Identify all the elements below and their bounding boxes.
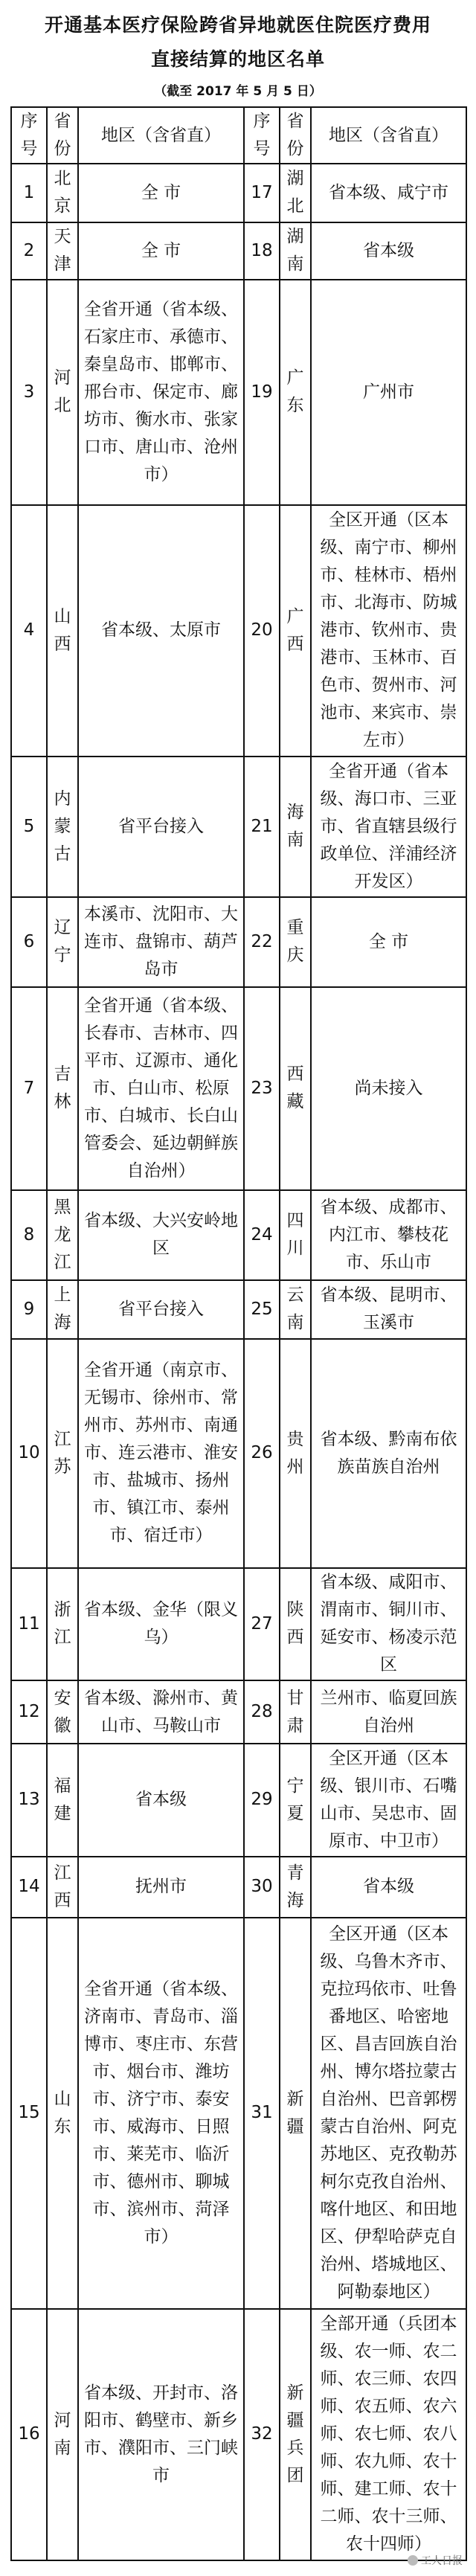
region-list: 省本级 [78,1744,244,1857]
row-number: 15 [11,1918,47,2308]
row-number: 3 [11,280,47,505]
row-number: 21 [244,757,280,897]
row-number: 2 [11,222,47,280]
document-title-line2: 直接结算的地区名单 [150,48,325,70]
row-number: 26 [244,1339,280,1568]
row-number: 16 [11,2309,47,2560]
region-list: 全区开通（区本级、银川市、石嘴山市、吴忠市、固原市、中卫市） [311,1744,466,1857]
province: 新疆兵团 [280,2309,311,2560]
row-number: 14 [11,1857,47,1918]
row-number: 7 [11,987,47,1190]
province: 黑龙江 [47,1190,78,1280]
province: 天津 [47,222,78,280]
region-list: 全部开通（兵团本级、农一师、农二师、农三师、农四师、农五师、农六师、农七师、农八师、农九师、农十师、建工师、农十二师、农十三师、农十四师） [311,2309,466,2560]
row-number: 1 [11,164,47,222]
province: 广东 [280,280,311,505]
region-list: 省本级、太原市 [78,505,244,757]
row-number: 28 [244,1680,280,1744]
header-no-right: 序号 [244,107,280,164]
province: 浙江 [47,1568,78,1681]
row-number: 12 [11,1680,47,1744]
watermark-text: 工人日报 [421,2555,463,2567]
region-list: 全 市 [78,164,244,222]
province: 海南 [280,757,311,897]
header-region-left: 地区（含省直） [78,107,244,164]
province: 北京 [47,164,78,222]
region-list: 省平台接入 [78,757,244,897]
region-list: 全 市 [78,222,244,280]
province: 云南 [280,1280,311,1339]
table-row [11,1857,466,1918]
province: 福建 [47,1744,78,1857]
row-number: 29 [244,1744,280,1857]
table-header-row [11,107,466,164]
province: 安徽 [47,1680,78,1744]
province: 江苏 [47,1339,78,1568]
province: 内蒙古 [47,757,78,897]
row-number: 13 [11,1744,47,1857]
province: 山东 [47,1918,78,2308]
table-row [11,1744,466,1857]
province: 重庆 [280,897,311,987]
region-list-table [10,106,467,2561]
row-number: 8 [11,1190,47,1280]
table-row [11,987,466,1190]
table-row [11,1568,466,1681]
province: 新疆 [280,1918,311,2308]
header-province-right: 省份 [280,107,311,164]
region-list: 全省开通（南京市、无锡市、徐州市、常州市、苏州市、南通市、连云港市、淮安市、盐城市、扬州市、镇江市、泰州市、宿迁市） [78,1339,244,1568]
region-list: 省平台接入 [78,1280,244,1339]
region-list: 全省开通（省本级、济南市、青岛市、淄博市、枣庄市、东营市、烟台市、潍坊市、济宁市、泰安市、威海市、日照市、莱芜市、临沂市、德州市、聊城市、滨州市、菏泽市） [78,1918,244,2308]
province: 贵州 [280,1339,311,1568]
region-list: 省本级、咸阳市、渭南市、铜川市、延安市、杨凌示范区 [311,1568,466,1681]
province: 湖北 [280,164,311,222]
row-number: 19 [244,280,280,505]
table-row [11,505,466,757]
region-list: 省本级、黔南布依族苗族自治州 [311,1339,466,1568]
region-list: 省本级、金华（限义乌） [78,1568,244,1681]
region-list: 全区开通（区本级、南宁市、柳州市、桂林市、梧州市、北海市、防城港市、钦州市、贵港市、玉林市、百色市、贺州市、河池市、来宾市、崇左市） [311,505,466,757]
region-list: 全省开通（省本级、石家庄市、承德市、秦皇岛市、邯郸市、邢台市、保定市、廊坊市、衡水市、张家口市、唐山市、沧州市） [78,280,244,505]
table-row [11,897,466,987]
region-list: 全区开通（区本级、乌鲁木齐市、克拉玛依市、吐鲁番地区、哈密地区、昌吉回族自治州、博尔塔拉蒙古自治州、巴音郭楞蒙古自治州、阿克苏地区、克孜勒苏柯尔克孜自治州、喀什地区、和田地区、伊犁哈萨克自治州、塔城地区、阿勒泰地区） [311,1918,466,2308]
region-list: 省本级、滁州市、黄山市、马鞍山市 [78,1680,244,1744]
region-list: 本溪市、沈阳市、大连市、盘锦市、葫芦岛市 [78,897,244,987]
row-number: 23 [244,987,280,1190]
table-row [11,1918,466,2308]
as-of-date: （截至 2017 年 5 月 5 日） [154,84,322,99]
row-number: 24 [244,1190,280,1280]
row-number: 32 [244,2309,280,2560]
row-number: 20 [244,505,280,757]
row-number: 9 [11,1280,47,1339]
row-number: 6 [11,897,47,987]
watermark [408,2553,463,2568]
province: 上海 [47,1280,78,1339]
region-list: 兰州市、临夏回族自治州 [311,1680,466,1744]
row-number: 18 [244,222,280,280]
province: 宁夏 [280,1744,311,1857]
province: 四川 [280,1190,311,1280]
province: 甘肃 [280,1680,311,1744]
region-list: 全省开通（省本级、海口市、三亚市、省直辖县级行政单位、洋浦经济开发区） [311,757,466,897]
table-row [11,1680,466,1744]
row-number: 31 [244,1918,280,2308]
region-list: 省本级 [311,222,466,280]
row-number: 17 [244,164,280,222]
province: 辽宁 [47,897,78,987]
province: 西藏 [280,987,311,1190]
region-list: 省本级、开封市、洛阳市、鹤壁市、新乡市、濮阳市、三门峡市 [78,2309,244,2560]
region-list: 省本级 [311,1857,466,1918]
province: 河北 [47,280,78,505]
table-row [11,222,466,280]
table-row [11,164,466,222]
table-row [11,1280,466,1339]
province: 湖南 [280,222,311,280]
header-no-left: 序号 [11,107,47,164]
province: 江西 [47,1857,78,1918]
row-number: 27 [244,1568,280,1681]
region-list: 尚未接入 [311,987,466,1190]
table-row [11,2309,466,2560]
wechat-logo-icon [408,2555,418,2566]
province: 陕西 [280,1568,311,1681]
province: 青海 [280,1857,311,1918]
region-list: 抚州市 [78,1857,244,1918]
row-number: 10 [11,1339,47,1568]
row-number: 25 [244,1280,280,1339]
row-number: 4 [11,505,47,757]
region-list: 省本级、成都市、内江市、攀枝花市、乐山市 [311,1190,466,1280]
table-row [11,1339,466,1568]
region-list: 全省开通（省本级、长春市、吉林市、四平市、辽源市、通化市、白山市、松原市、白城市、长白山管委会、延边朝鲜族自治州） [78,987,244,1190]
region-list: 省本级、大兴安岭地区 [78,1190,244,1280]
province: 山西 [47,505,78,757]
region-list: 广州市 [311,280,466,505]
province: 河南 [47,2309,78,2560]
row-number: 30 [244,1857,280,1918]
row-number: 11 [11,1568,47,1681]
province: 广西 [280,505,311,757]
header-province-left: 省份 [47,107,78,164]
header-region-right: 地区（含省直） [311,107,466,164]
table-row [11,1190,466,1280]
region-list: 省本级、昆明市、玉溪市 [311,1280,466,1339]
row-number: 5 [11,757,47,897]
region-list: 全 市 [311,897,466,987]
region-list: 省本级、咸宁市 [311,164,466,222]
province: 吉林 [47,987,78,1190]
table-row [11,280,466,505]
document-title-line1: 开通基本医疗保险跨省异地就医住院医疗费用 [44,14,431,36]
table-row [11,757,466,897]
row-number: 22 [244,897,280,987]
